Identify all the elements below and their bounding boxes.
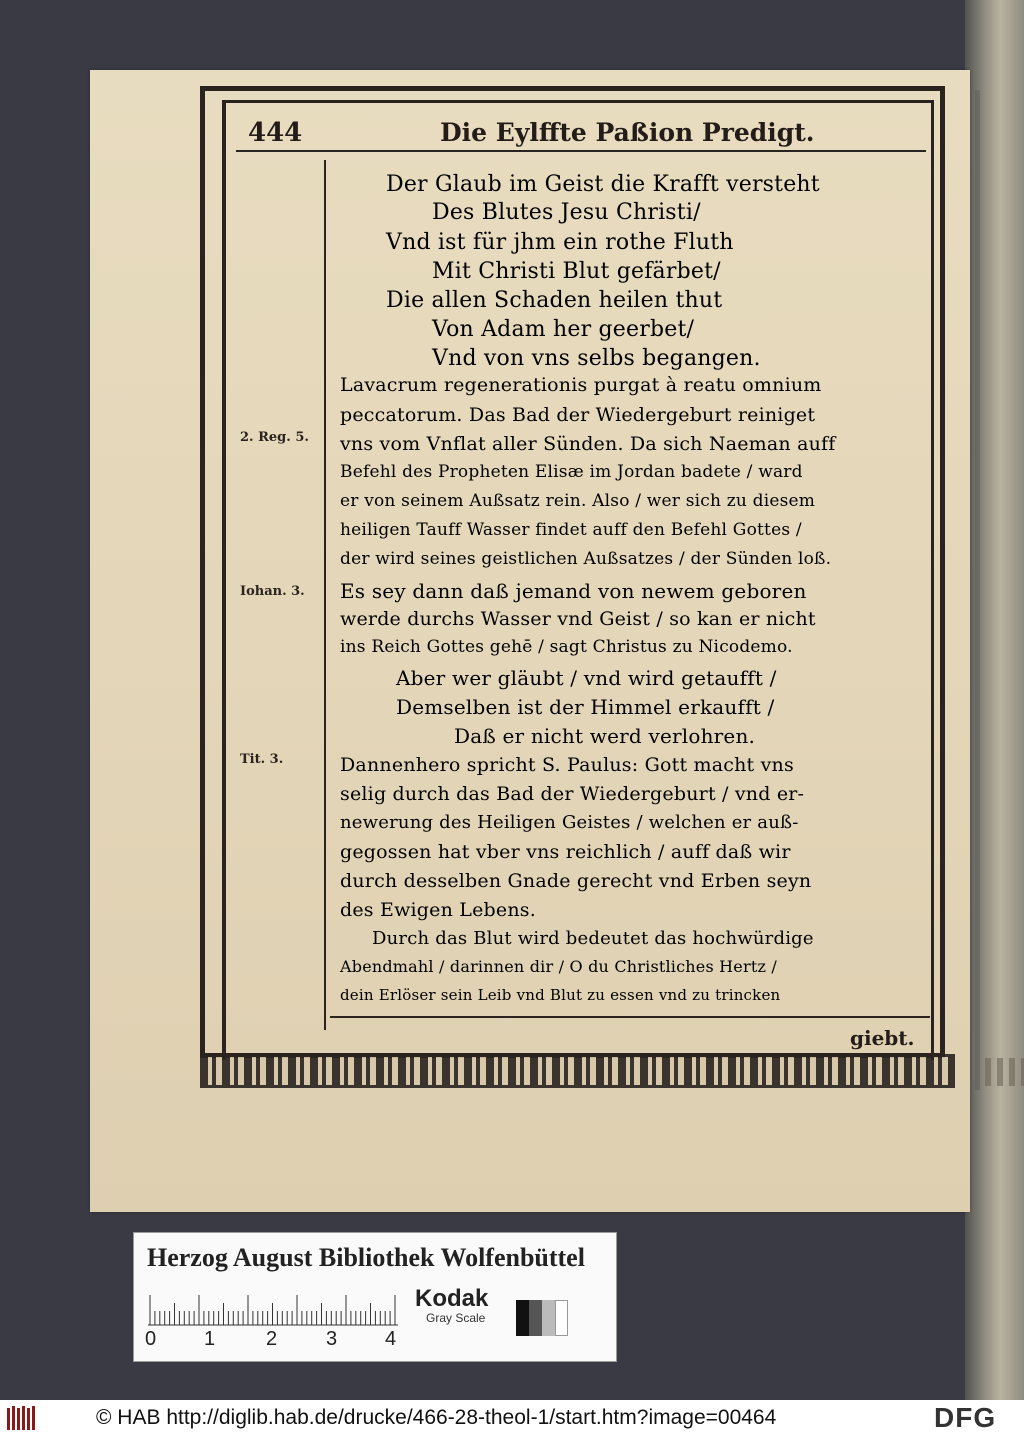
text-line: Lavacrum regenerationis purgat à reatu omnium [340,374,822,396]
text-line: ins Reich Gottes gehē / sagt Christus zu Nicodemo. [340,637,793,657]
text-line: selig durch das Bad der Wiedergeburt / vnd er- [340,783,805,805]
text-line: Die allen Schaden heilen thut [386,288,723,313]
text-line: newerung des Heiligen Geistes / welchen er auß- [340,812,799,833]
ruler-icon [148,1290,398,1326]
text-line: Mit Christi Blut gefärbet/ [432,259,721,284]
ruler-number: 2 [266,1328,278,1350]
text-line: gegossen hat vber vns reichlich / auff daß wir [340,841,791,863]
gray-swatch [529,1300,542,1336]
header-rule [236,150,926,152]
text-line: Des Blutes Jesu Christi/ [432,200,701,225]
ruler-number: 1 [204,1328,216,1350]
text-line: Abendmahl / darinnen dir / O du Christliches Hertz / [340,957,777,976]
ornament-ghost [985,1058,1024,1086]
text-line: vns vom Vnflat aller Sünden. Da sich Naeman auff [340,433,836,455]
text-line: Aber wer gläubt / vnd wird getaufft / [396,666,777,690]
text-line: des Ewigen Lebens. [340,899,536,921]
facing-page-edge [975,90,1024,1090]
gray-swatch [555,1300,568,1336]
ruler-number: 3 [326,1328,338,1350]
text-line: peccatorum. Das Bad der Wiedergeburt reiniget [340,404,816,426]
page-number: 444 [248,118,303,148]
text-line: Daß er nicht werd verlohren. [454,724,756,748]
text-line: Vnd ist für jhm ein rothe Fluth [386,230,734,255]
margin-note: Iohan. 3. [240,584,305,599]
text-line: Demselben ist der Himmel erkaufft / [396,695,775,719]
text-line: werde durchs Wasser vnd Geist / so kan er nicht [340,608,816,630]
hab-logo-icon [6,1404,38,1432]
text-line: durch desselben Gnade gerecht vnd Erben seyn [340,870,812,892]
text-line: Von Adam her geerbet/ [432,317,695,342]
text-line: Vnd von vns selbs begangen. [432,346,761,371]
running-title: Die Eylffte Paßion Predigt. [440,118,815,147]
text-line: der wird seines geistlichen Außsatzes / der Sünden loß. [340,549,832,569]
text-line: Der Glaub im Geist die Krafft versteht [386,172,820,197]
gray-swatch [542,1300,555,1336]
text-line: Befehl des Propheten Elisæ im Jordan badete / ward [340,462,803,482]
ruler-number: 4 [385,1328,397,1350]
margin-rule [324,160,326,1030]
text-line: dein Erlöser sein Leib vnd Blut zu essen vnd zu trincken [340,986,781,1004]
dfg-logo: DFG [934,1402,997,1433]
ornament-border [200,1054,955,1088]
bottom-rule [330,1016,930,1018]
catchword: giebt. [850,1026,915,1050]
text-line: Dannenhero spricht S. Paulus: Gott macht vns [340,754,794,776]
ruler-number: 0 [145,1328,157,1350]
text-line: Durch das Blut wird bedeutet das hochwürdige [372,928,814,949]
gray-scale-label: Gray Scale [426,1311,486,1325]
frame-top-rule [222,100,934,103]
card-title: Herzog August Bibliothek Wolfenbüttel [147,1243,585,1272]
margin-note: 2. Reg. 5. [240,430,309,445]
margin-note: Tit. 3. [240,752,284,767]
footer-copyright: © HAB http://diglib.hab.de/drucke/466-28-theol-1/start.htm?image=00464 [96,1406,777,1429]
gray-swatch [516,1300,529,1336]
kodak-brand: Kodak [415,1285,489,1312]
text-line: heiligen Tauff Wasser findet auff den Befehl Gottes / [340,520,802,540]
text-line: Es sey dann daß jemand von newem geboren [340,579,807,603]
text-line: er von seinem Außsatz rein. Also / wer sich zu diesem [340,491,816,511]
